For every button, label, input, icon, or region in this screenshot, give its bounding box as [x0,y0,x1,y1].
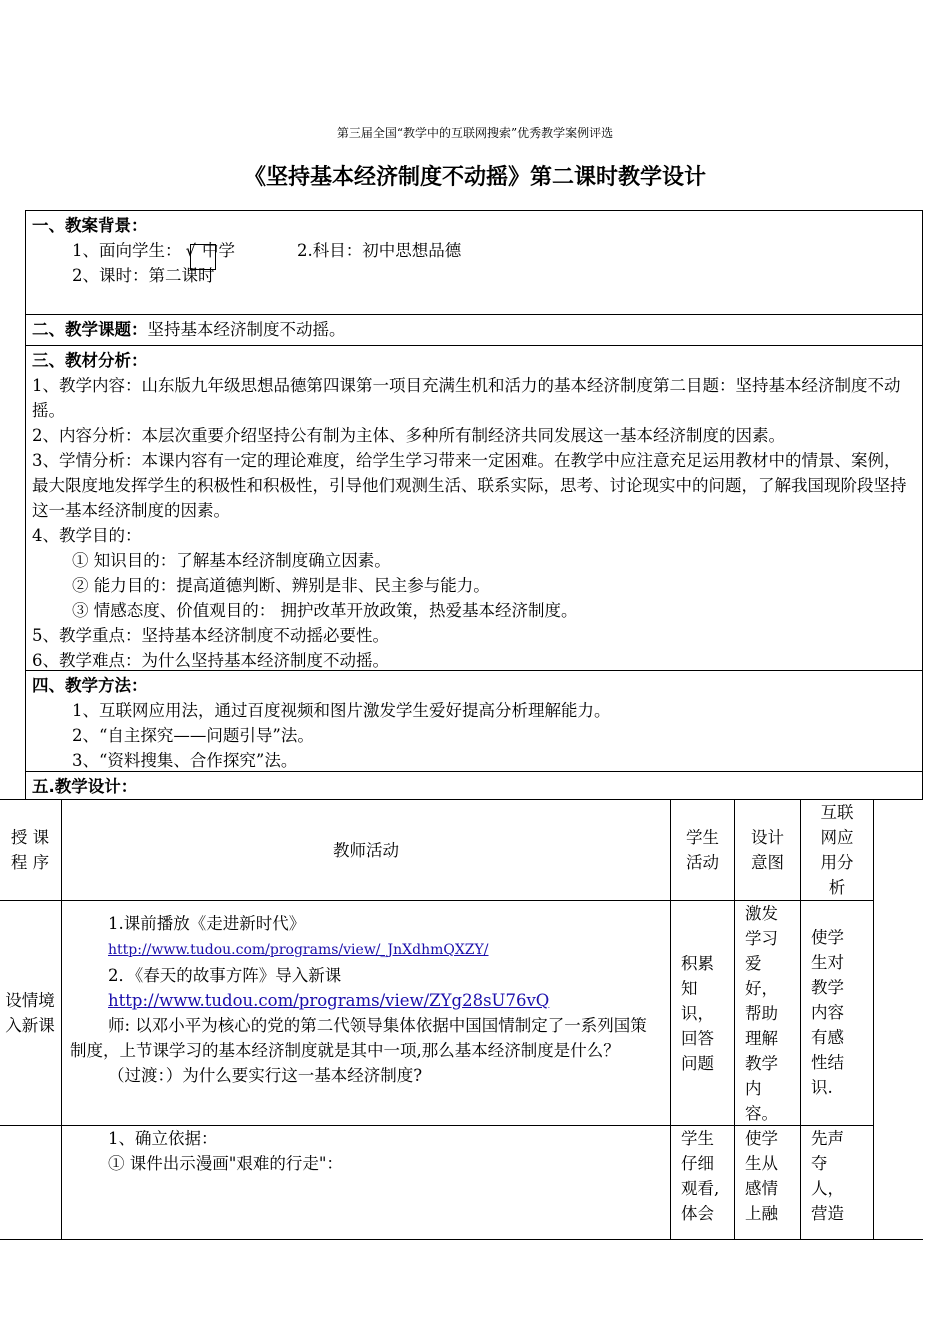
section2-text: 坚持基本经济制度不动摇。 [147,320,346,339]
method-2: 2、“自主探究——问题引导”法。 [72,726,314,745]
check-mark-icon: √ [185,241,197,260]
table-right-edge-line [873,799,923,800]
row2-teacher [61,1125,671,1240]
method-1: 1、互联网应用法，通过百度视频和图片激发学生爱好提高分析理解能力。 [72,701,611,720]
section4-heading: 四、教学方法： [32,676,148,695]
row1-internet: 使学 生对 教学 内容 有感 性结 识. [800,900,874,1126]
section1-line1: 1、面向学生： √ 中学 2.科目：初中思想品德 [72,241,462,260]
row1-intent: 激发 学习 爱 好， 帮助 理解 教学 内 容。 [734,900,801,1126]
section1-line2: 2、课时：第二课时 [72,266,215,285]
analysis-content: 1、教学内容：山东版九年级思想品德第四课第一项目充满生机和活力的基本经济制度第二目题：坚持基本经济制度不动摇。 [32,376,901,420]
goal-attitude: ③ 情感态度、价值观目的： 拥护改革开放政策，热爱基本经济制度。 [72,601,578,620]
video-link-2[interactable]: http://www.tudou.com/programs/view/ZYg28sU76vQ [108,991,550,1010]
method-3: 3、“资料搜集、合作探究”法。 [72,751,298,770]
section2-heading: 二、教学课题： [32,320,148,339]
row1-transition: （过渡：）为什么要实行这一基本经济制度? [108,1066,423,1085]
goal-knowledge: ① 知识目的：了解基本经济制度确立因素。 [72,551,391,570]
row2-internet: 先声 夺 人， 营造 [800,1125,874,1240]
th-internet: 互联 网应 用分 析 [800,799,874,901]
section1-heading: 一、教案背景： [32,216,148,235]
analysis-goals: 4、教学目的： [32,526,142,545]
row1-process: 设情境 入新课 [0,900,62,1126]
section-analysis [25,345,923,671]
section-design [25,771,923,800]
row2-student: 学生 仔细 观看, 体会 [670,1125,735,1240]
section5-heading: 五.教学设计： [32,777,138,796]
section-background [25,210,923,315]
competition-header: 第三届全国“教学中的互联网搜索”优秀教学案例评选 [336,126,614,140]
row1-item2: 2．《春天的故事方阵》导入新课 [108,966,342,985]
section-topic [25,314,923,346]
row2-process [0,1125,62,1240]
row1-teacher [61,900,671,1126]
row1-item1: 1.课前播放《走进新时代》 [108,914,306,933]
document-title: 《坚持基本经济制度不动摇》第二课时教学设计 [243,165,706,190]
th-process: 授 课 程 序 [0,799,62,901]
table-bottom-right-line [873,1239,923,1240]
goal-ability: ② 能力目的：提高道德判断、辨别是非、民主参与能力。 [72,576,490,595]
checkbox-frame [190,244,216,270]
analysis-key-point: 5、教学重点：坚持基本经济制度不动摇必要性。 [32,626,389,645]
row2-item2: ① 课件出示漫画"艰难的行走"： [108,1154,343,1173]
row1-teacher-talk: 师: 以邓小平为核心的党的第二代领导集体依据中国国情制定了一系列国策制度，上节课学习的基本经济制度就是其中一项,那么基本经济制度是什么？ [70,1016,647,1060]
section-methods [25,670,923,772]
video-link-1[interactable]: http://www.tudou.com/programs/view/_JnXdhmQXZY/ [108,942,489,958]
row1-student: 积累 知 识， 回答 问题 [670,900,735,1126]
th-intent: 设计 意图 [734,799,801,901]
analysis-difficulty: 6、教学难点：为什么坚持基本经济制度不动摇。 [32,651,389,670]
analysis-summary: 2、内容分析：本层次重要介绍坚持公有制为主体、多种所有制经济共同发展这一基本经济制度的因素。 [32,426,785,445]
th-teacher: 教师活动 [61,799,671,901]
row2-intent: 使学 生从 感情 上融 [734,1125,801,1240]
analysis-student: 3、学情分析：本课内容有一定的理论难度，给学生学习带来一定困难。在教学中应注意充足运用教材中的情景、案例，最大限度地发挥学生的积极性和积极性，引导他们观测生活、联系实际，思考、讨论现实中的问题，了解我国现阶段坚持这一基本经济制度的因素。 [32,451,907,520]
th-student: 学生 活动 [670,799,735,901]
row2-item1: 1、确立依据： [108,1129,218,1148]
section3-heading: 三、教材分析： [32,351,148,370]
